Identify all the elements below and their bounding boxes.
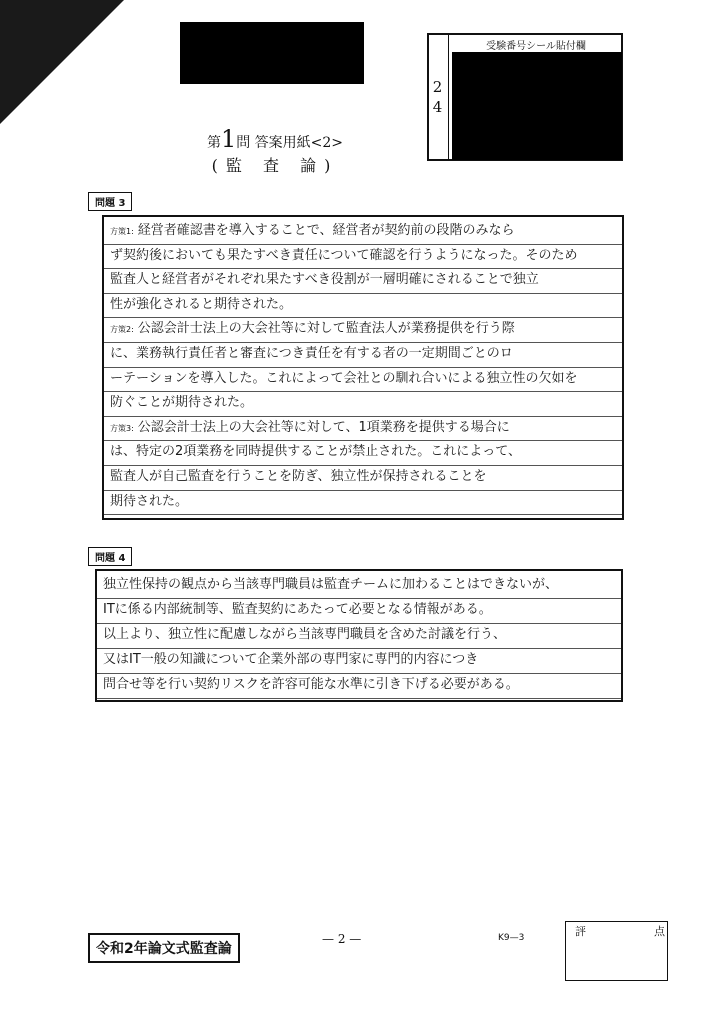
q3-answer-line (104, 343, 622, 368)
policy-label: 方策1: (110, 227, 134, 236)
q4-answer-line (97, 574, 621, 599)
q4-answer-line (97, 624, 621, 649)
answer-text: ず契約後においても果たすべき責任について確認を行うようになった。そのため (110, 247, 578, 263)
answer-text: 防ぐことが期待された。 (110, 395, 254, 411)
title-prefix: 第 (206, 135, 221, 151)
q3-answer-line (104, 269, 622, 294)
answer-text: 性が強化されると期待された。 (110, 296, 293, 312)
page-subtitle: (監 査 論) (211, 156, 339, 175)
answer-text: は、特定の2項業務を同時提供することが禁止された。これによって、 (110, 444, 522, 460)
page-title (175, 125, 375, 153)
answer-text: 期待された。 (110, 493, 189, 509)
policy-label: 方策3: (110, 423, 134, 433)
answer-text: 監査人と経営者がそれぞれ果たすべき役割が一層明確にされることで独立 (110, 272, 539, 288)
answer-text: 公認会計士法上の大会社等に対して監査法人が業務提供を行う際 (137, 321, 515, 337)
title-rest: 問 答案用紙<2> (236, 135, 344, 151)
q4-answer-line (97, 599, 621, 624)
score-label-left: 評 (575, 925, 586, 938)
answer-text: ITに係る内部統制等、監査契約にあたって必要となる情報がある。 (103, 602, 492, 617)
policy-label: 方策2: (110, 325, 134, 335)
seal-number (427, 33, 449, 161)
q3-answer-line (104, 392, 622, 417)
page-code: K9—3 (498, 933, 525, 943)
question-3-label: 問題 3 (88, 192, 132, 211)
q3-answer-line (104, 368, 622, 393)
answer-text: 又はIT一般の知識について企業外部の専門家に専門的内容につき (103, 652, 479, 667)
answer-text: に、業務執行責任者と審査につき責任を有する者の一定期間ごとのロ (110, 346, 513, 361)
answer-text: 監査人が自己監査を行うことを防ぎ、独立性が保持されることを (110, 469, 487, 484)
title-number: 1 (220, 125, 237, 153)
page-number: — 2 — (322, 932, 362, 946)
question-4-answer-box (95, 569, 623, 702)
answer-text: 問合せ等を行い契約リスクを許容可能な水準に引き下げる必要がある。 (103, 677, 519, 692)
q4-answer-line (97, 649, 621, 674)
question-4-label: 問題 4 (88, 547, 132, 566)
redacted-block (180, 22, 364, 84)
q3-answer-line (104, 466, 622, 491)
q3-answer-line (104, 318, 622, 343)
q4-answer-line (97, 674, 621, 699)
seal-box-label: 受験番号シール貼付欄 (486, 41, 586, 52)
corner-mark (0, 0, 124, 124)
q3-answer-line (104, 220, 622, 245)
q3-answer-line (104, 417, 622, 442)
question-3-answer-box (102, 215, 624, 520)
q3-answer-line (104, 294, 622, 319)
seal-number-bottom: 4 (432, 98, 443, 116)
seal-number-top: 2 (432, 78, 443, 96)
score-label (575, 923, 665, 939)
seal-redacted (452, 52, 622, 160)
answer-text: 経営者確認書を導入することで、経営者が契約前の段階のみなら (137, 223, 515, 238)
answer-text: 公認会計士法上の大会社等に対して、1項業務を提供する場合に (137, 419, 510, 435)
exam-title: 令和2年論文式監査論 (88, 933, 240, 963)
answer-text: 以上より、独立性に配慮しながら当該専門職員を含めた討議を行う、 (103, 627, 507, 642)
score-label-right: 点 (654, 925, 665, 938)
q3-answer-line (104, 441, 622, 466)
answer-text: 独立性保持の観点から当該専門職員は監査チームに加わることはできないが、 (103, 577, 559, 592)
answer-text: ーテーションを導入した。これによって会社との馴れ合いによる独立性の欠如を (110, 370, 578, 386)
q3-answer-line (104, 245, 622, 270)
q3-answer-line (104, 491, 622, 516)
